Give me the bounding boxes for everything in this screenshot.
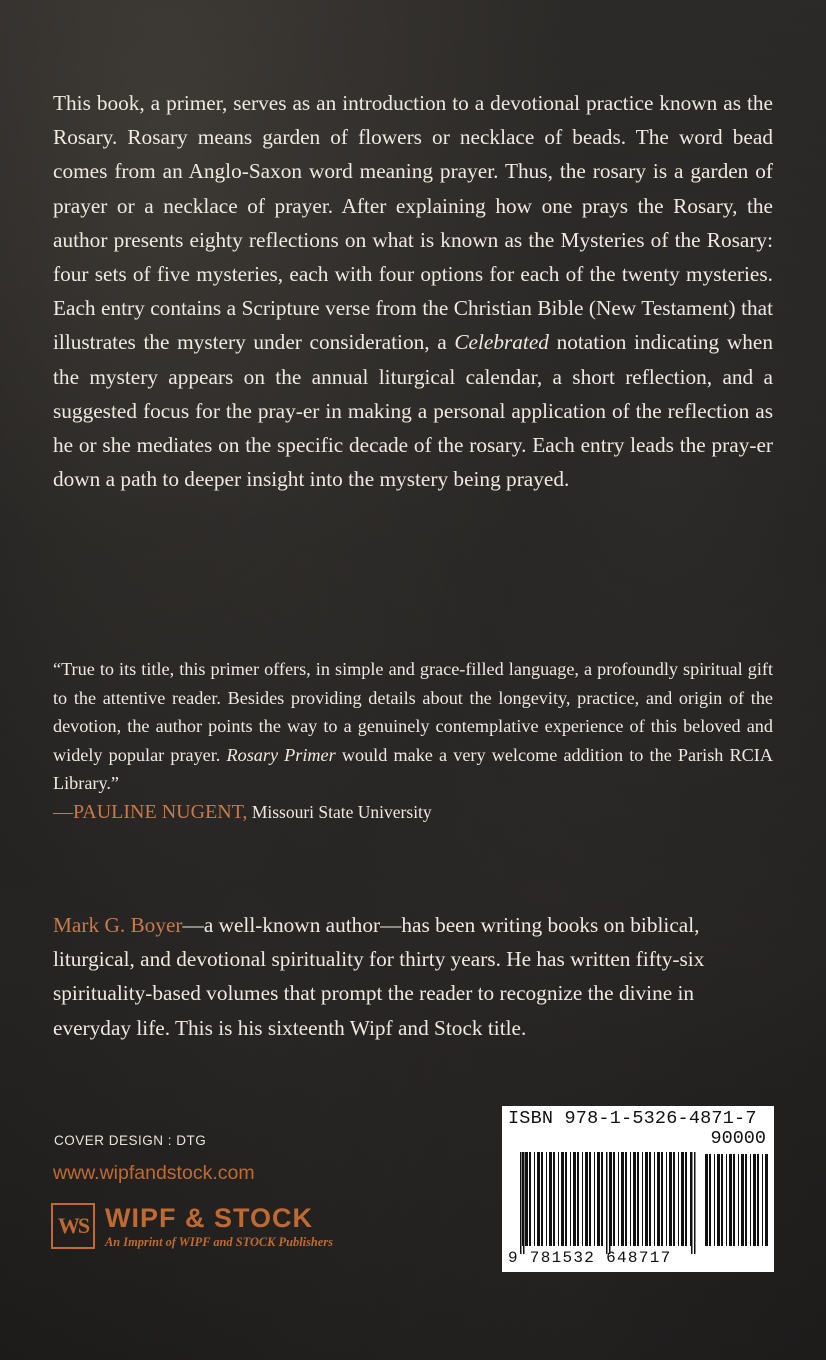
publisher-website: www.wipfandstock.com [53,1162,255,1184]
author-bio [53,908,773,1045]
endorsement-text-end: would make a very welcome addition to the Parish RCIA Library.” [53,744,773,793]
barcode-bar [546,1152,547,1246]
barcode-bar [765,1154,768,1246]
barcode-bar [582,1152,583,1246]
author-bio-text: —a well-known author—has been writing books on biblical, liturgical, and devotional spirituality for thirty years. He has written fifty-six spirituality-based volumes that prompt the reader to recognize the divine in everyday life. This is his sixteenth Wipf and Stock title. [53,913,705,1040]
barcode-bar [753,1154,756,1246]
barcode-bar [558,1152,559,1246]
barcode-guard-bar [609,1152,611,1254]
barcode-bar [717,1154,720,1246]
barcode-bar [601,1152,603,1246]
barcode-bar [661,1152,663,1246]
barcode-bar [678,1152,679,1246]
barcode-bar [577,1152,579,1246]
barcode-bar [630,1152,631,1246]
description-text: This book, a primer, serves as an introduction to a devotional practice known as the Rosary. Rosary means garden of flowers or necklace of beads. The word bead comes from an Anglo-Saxon word meaning prayer. Thus, the rosary is a garden of prayer or a necklace of prayer. After explaining how one prays the Rosary, the author presents eighty reflections on what is known as the Mysteries of the Rosary: four sets of five mysteries, each with four options for each of the twenty mysteries. Each entry contains a Scripture verse from the Christian Bible (New Testament) that illustrates the mystery under consideration, a [53,91,773,355]
price-code: 90000 [710,1128,766,1149]
endorser-affiliation: Missouri State University [247,801,432,822]
barcode-bar [666,1152,667,1246]
description-text-rest: notation indicating when the mystery appears on the annual liturgical calendar, a short reflection, and a suggested focus for the pray-er in making a personal application of the reflection as he or she mediates on the specific decade of the rosary. Each entry leads the pray-er down a path to deeper insight into the mystery being prayed. [53,330,773,492]
barcode-bar [757,1154,759,1246]
barcode-bar [745,1154,747,1246]
barcode-bar [705,1154,708,1246]
barcode-bar [750,1154,751,1246]
barcode-bar [654,1152,655,1246]
barcode-bar [537,1152,540,1246]
barcode-bar [669,1152,672,1246]
barcode-bar [549,1152,552,1246]
barcode-digits: 9 781532 648717 [508,1249,672,1267]
barcode-guard-bar [523,1152,525,1254]
endorsement [53,655,773,826]
publisher-name: WIPF & STOCK [105,1203,314,1233]
barcode-bar [681,1152,684,1246]
barcode-bar [525,1152,528,1246]
endorsement-attribution [53,798,773,827]
barcode-bar [534,1152,535,1246]
author-name: Mark G. Boyer [53,913,183,937]
isbn-number: ISBN 978-1-5326-4871-7 [508,1108,757,1129]
barcode-bar [657,1152,660,1246]
barcode-bar [570,1152,571,1246]
barcode-bar [685,1152,687,1246]
barcode-bar [565,1152,567,1246]
barcode-bar [642,1152,643,1246]
ws-logo-mark: WS [51,1203,95,1249]
barcode-bar [741,1154,744,1246]
description-italic: Celebrated [454,330,549,355]
barcode-bar [613,1152,615,1246]
barcode-bar [561,1152,564,1246]
barcode-guard-bar [694,1152,696,1254]
endorsement-text: “True to its title, this primer offers, in simple and grace-filled language, a profoundly spiritual gift to the attentive reader. Besides providing details about the longevity, practice, and origin of the devotion, the author points the way to a genuinely contemplative experience of this beloved and widely popular prayer. [53,659,773,765]
barcode-bar [553,1152,555,1246]
barcode-bar [633,1152,636,1246]
barcode-bar [585,1152,588,1246]
barcode-bars [502,1106,774,1272]
barcode-bar [522,1152,523,1246]
barcode-bar [721,1154,723,1246]
isbn-barcode [502,1106,774,1272]
endorser-name: —PAULINE NUGENT, [53,800,248,823]
barcode-bar [573,1152,576,1246]
barcode-bar [649,1152,651,1246]
barcode-bar [726,1154,727,1246]
barcode-bar [714,1154,715,1246]
book-description [53,86,773,496]
barcode-bar [762,1154,763,1246]
barcode-bar [733,1154,735,1246]
barcode-bar [621,1152,624,1246]
barcode-bar [541,1152,543,1246]
barcode-bar [637,1152,639,1246]
barcode-bar [729,1154,732,1246]
publisher-logo [51,1203,381,1255]
barcode-bar [618,1152,619,1246]
barcode-bar [597,1152,600,1246]
barcode-guard-bar [691,1152,693,1254]
publisher-tagline: An Imprint of WIPF and STOCK Publishers [105,1235,333,1249]
barcode-bar [529,1152,531,1246]
barcode-bar [645,1152,648,1246]
barcode-bar [589,1152,591,1246]
barcode-bar [738,1154,739,1246]
barcode-bar [709,1154,711,1246]
barcode-bar [594,1152,595,1246]
barcode-bar [690,1152,691,1246]
cover-design-credit: COVER DESIGN : DTG [54,1133,207,1148]
barcode-bar [673,1152,675,1246]
barcode-guard-bar [520,1152,522,1254]
endorsement-book-title: Rosary Primer [226,744,336,765]
barcode-bar [625,1152,627,1246]
barcode-guard-bar [606,1152,608,1254]
